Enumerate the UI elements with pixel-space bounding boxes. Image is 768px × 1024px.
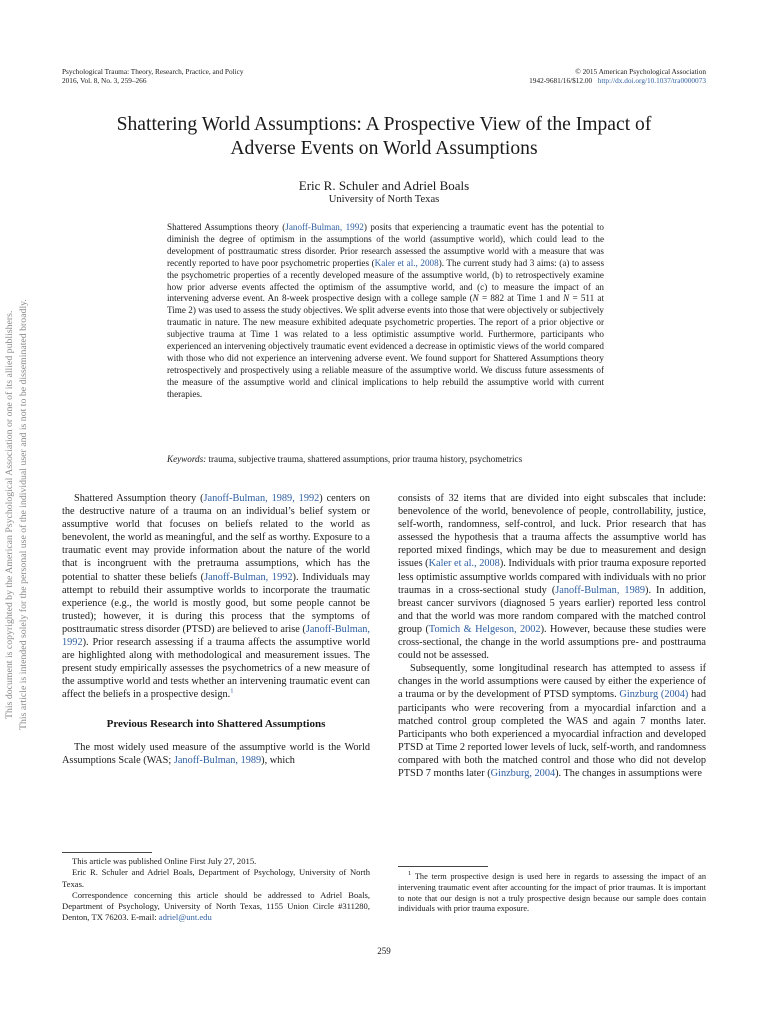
body-text: Correspondence concerning this article should be addressed to Adriel Boals, Department of Psychology, University of North Texas, 1155 Union Circle #311280, Denton, TX 76203. E-mail:: [62, 889, 370, 923]
body-text: ). The changes in assumptions were: [555, 767, 702, 779]
body-text: consists of 32 items that are divided into eight subscales that include: benevolence of the world, benevolence of people, controllability, justice, self-worth, randomness, self-control, and luck. Prior research that has assessed the hypothesis that a trauma affects the assumptive world has reported mixed findings, which may be due to measurement and design issues (: [398, 493, 706, 570]
body-paragraph: [62, 492, 370, 702]
keywords-text: trauma, subjective trauma, shattered assumptions, prior trauma history, psychometrics: [206, 454, 523, 464]
sample-size-symbol: N: [563, 293, 570, 304]
body-text: ), which: [261, 754, 295, 766]
citation-link[interactable]: Janoff-Bulman, 1989: [173, 754, 262, 766]
journal-name: Psychological Trauma: Theory, Research, Practice, and Policy: [62, 67, 244, 76]
keywords: [167, 453, 604, 465]
body-text: ). Individuals may attempt to rebuild their assumptive worlds to incorporate the traumatic experience (e.g., the world is mostly good, but some people cannot be trusted); however, it is during this process that the symptoms of posttraumatic stress disorder (PTSD) are believed to arise (: [62, 571, 371, 635]
body-text: had participants who were recovering from a myocardial infarction and a matched control group completed the WAS and again 7 months later. Participants who both experienced a myocardial infraction and developed PTSD at Time 2 reported lower levels of luck, self-worth, and randomness compared with both the matched control and those who did not develop PTSD 7 months later (: [398, 689, 706, 779]
copyright-side-notice: [2, 290, 32, 740]
title-line-2: Adverse Events on World Assumptions: [230, 138, 538, 159]
abstract-text: ). The current study had 3 aims: (a) to assess the psychometric properties of a recently developed measure of the assumptive world, (b) to retrospectively examine how prior adverse events affected the optimism of the assumptive world, and (c) to measure the impact of an intervening adverse event. An 8-week prospective design with a college sample (: [167, 257, 604, 304]
footnote-text: The term prospective design is used here in regards to assessing the impact of an intervening traumatic event after accounting for the impact of prior traumas. It is important to note that our design is not a truly prospective design because our sample does contain individuals with prior trauma exposure.: [398, 872, 706, 914]
citation-link[interactable]: Kaler et al., 2008: [374, 257, 439, 268]
footnote-rule: [398, 866, 488, 867]
side-notice-line-1: This document is copyrighted by the American Psychological Association or one of its allied publishers.: [4, 310, 15, 720]
citation-link[interactable]: Tomich & Helgeson, 2002: [428, 623, 541, 635]
page-number: 259: [377, 946, 391, 956]
keywords-label: Keywords:: [167, 454, 207, 464]
body-text: ). However, because these studies were cross-sectional, the change in the world assumptions pre- and posttrauma could not be assessed.: [398, 623, 706, 662]
author-note: [62, 856, 370, 924]
body-paragraph: [398, 662, 706, 780]
citation-link[interactable]: Kaler et al., 2008: [428, 558, 500, 570]
body-text: Shattered Assumption theory (: [74, 493, 204, 504]
footnote-number: 1: [408, 870, 412, 878]
body-text: ) centers on the destructive nature of a trauma on an individual’s belief system or assumptive world that focuses on beliefs related to the world as benevolent, the world as meaningful, and the self as worthy. Exposure to a traumatic event may provide information about the nature of the world that is incongruent with the pretrauma assumptions, which has the potential to shatter these beliefs (: [62, 493, 370, 583]
issn: 1942-9681/16/$12.00: [529, 76, 593, 85]
body-paragraph: [62, 741, 370, 767]
footnote-marker[interactable]: 1: [230, 687, 234, 695]
citation-link[interactable]: Janoff-Bulman, 1992: [285, 222, 364, 232]
email-link[interactable]: adriel@unt.edu: [158, 912, 212, 923]
citation-link[interactable]: Ginzburg (2004): [619, 689, 689, 701]
author-names: Eric R. Schuler and Adriel Boals: [298, 178, 470, 193]
journal-header: [62, 67, 362, 85]
doi-link[interactable]: http://dx.doi.org/10.1037/tra0000073: [597, 76, 706, 85]
title-line-1: Shattering World Assumptions: A Prospective View of the Impact of: [116, 114, 652, 135]
abstract: [167, 222, 604, 401]
citation-link[interactable]: Janoff-Bulman, 1989, 1992: [203, 493, 320, 504]
citation-link[interactable]: Ginzburg, 2004: [490, 767, 556, 779]
side-notice-line-2: This article is intended solely for the personal use of the individual user and is not to be disseminated broadly.: [18, 299, 29, 731]
body-text: ). Prior research assessing if a trauma affects the assumptive world are highlighted along with methodological and measurement issues. The present study empirically assesses the psychometrics of a new measure of the assumptive world and tests whether an intervening traumatic event can affect the beliefs in a prospective design.: [62, 637, 370, 701]
abstract-text: = 882 at Time 1 and: [478, 293, 564, 304]
correspondence-note: [62, 890, 370, 924]
article-title: [62, 113, 706, 161]
body-text: ). In addition, breast cancer survivors (diagnosed 5 years earlier) reported less control and that the world was more random compared with the matched control group (: [398, 584, 706, 635]
body-text: ). Individuals with prior trauma exposure reported less optimistic assumptive worlds compared with individuals with no prior traumas in a cross-sectional study (: [398, 558, 706, 596]
citation-link[interactable]: Janoff-Bulman, 1992: [204, 571, 293, 583]
affiliation: University of North Texas: [328, 194, 440, 205]
issn-doi-line: [386, 76, 706, 85]
publication-note: This article was published Online First July 27, 2015.: [72, 856, 257, 866]
body-paragraph: [398, 492, 706, 662]
body-text: Subsequently, some longitudinal research has attempted to assess if changes in the world assumptions were caused by either the experience of a trauma or by the development of PTSD symptoms.: [398, 663, 706, 701]
abstract-text: ) posits that experiencing a traumatic event has the potential to diminish the degree of optimism in the assumptions of the world (assumptive world), which could lead to the development of posttraumatic stress disorder. Prior research assessed the assumptive world with a measure that was recently reported to have poor psychometric properties (: [167, 222, 604, 268]
body-column-right: [398, 492, 706, 780]
abstract-text: = 511 at Time 2) was used to assess the study objectives. We split adverse events into those that were objectively or subjectively traumatic in nature. The new measure exhibited adequate psychometric properties. The report of a prior objective or subjective trauma at Time 1 was related to a less optimistic assumptive world. Furthermore, participants who experienced an intervening objectively traumatic event evidenced a decrease in optimistic views of the world compared with those who did not experience an intervening adverse event. We found support for Shattered Assumptions theory retrospectively and prospectively using a reliable measure of the assumptive world. We discuss future assessments of the measure of the assumptive world and clinical implications to help rebuild the assumptive world with current therapies.: [167, 293, 604, 399]
citation-link[interactable]: Janoff-Bulman, 1992: [62, 623, 370, 649]
copyright-line: © 2015 American Psychological Association: [575, 67, 706, 76]
section-heading: Previous Research into Shattered Assumptions: [106, 717, 326, 730]
journal-volume: 2016, Vol. 8, No. 3, 259–266: [62, 76, 147, 85]
sample-size-symbol: N: [472, 293, 479, 304]
body-column-left: [62, 492, 370, 767]
abstract-text: Shattered Assumptions theory (: [167, 222, 286, 232]
footnote-rule: [62, 852, 152, 853]
footnote: [398, 872, 706, 915]
affiliation-note: Eric R. Schuler and Adriel Boals, Department of Psychology, University of North Texas.: [62, 867, 370, 889]
body-text: The most widely used measure of the assumptive world is the World Assumptions Scale (WAS;: [62, 741, 370, 766]
citation-link[interactable]: Janoff-Bulman, 1989: [555, 584, 646, 596]
copyright-header: [386, 67, 706, 85]
